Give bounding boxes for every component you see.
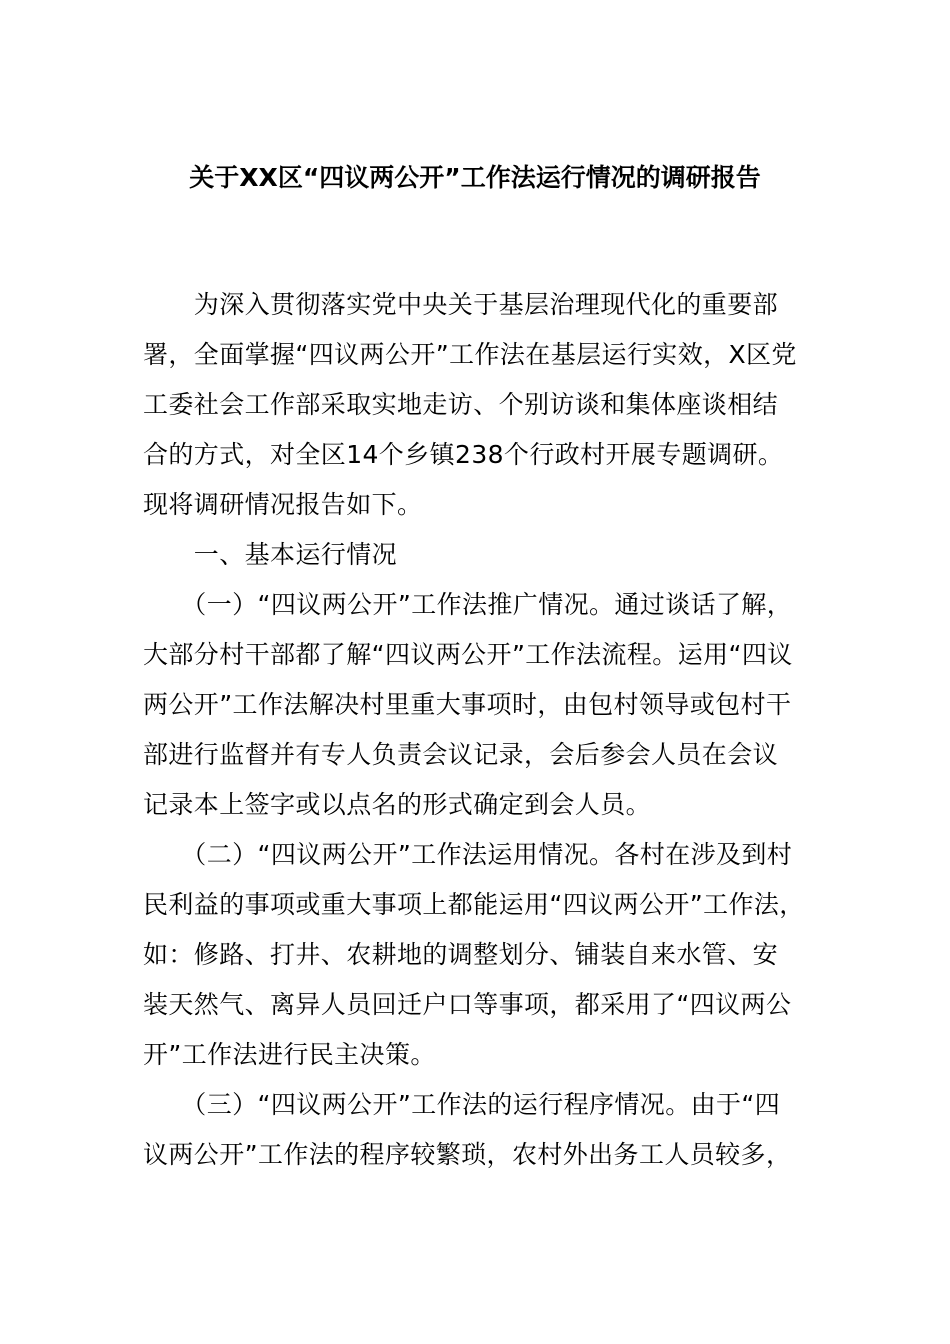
- text-line: 现将调研情况报告如下。: [143, 490, 423, 519]
- text-line: 议两公开”工作法的程序较繁琐，农村外出务工人员较多，: [143, 1140, 792, 1169]
- text-line: 署，全面掌握“四议两公开”工作法在基层运行实效，X区党: [143, 340, 797, 369]
- text-line: 工委社会工作部采取实地走访、个别访谈和集体座谈相结: [143, 390, 779, 419]
- text-line: 民利益的事项或重大事项上都能运用“四议两公开”工作法，: [143, 890, 805, 919]
- text-line: （二）“四议两公开”工作法运用情况。各村在涉及到村: [143, 840, 793, 869]
- body-text: [143, 280, 833, 1180]
- text-line: 合的方式，对全区14个乡镇238个行政村开展专题调研。: [143, 440, 784, 469]
- section-heading: 一、基本运行情况: [143, 540, 398, 569]
- text-line: 大部分村干部都了解“四议两公开”工作法流程。运用“四议: [143, 640, 793, 669]
- text-line: （一）“四议两公开”工作法推广情况。通过谈话了解，: [143, 590, 793, 619]
- text-line: 如：修路、打井、农耕地的调整划分、铺装自来水管、安: [143, 940, 779, 969]
- text-line: 开”工作法进行民主决策。: [143, 1040, 436, 1069]
- text-line: 两公开”工作法解决村里重大事项时，由包村领导或包村干: [143, 690, 792, 719]
- text-line: 记录本上签字或以点名的形式确定到会人员。: [143, 790, 652, 819]
- text-line: （三）“四议两公开”工作法的运行程序情况。由于“四: [143, 1090, 781, 1119]
- text-line: 装天然气、离异人员回迁户口等事项，都采用了“四议两公: [143, 990, 792, 1019]
- text-line: 部进行监督并有专人负责会议记录，会后参会人员在会议: [143, 740, 779, 769]
- page-title: 关于XX区“四议两公开”工作法运行情况的调研报告: [189, 163, 761, 192]
- text-line: 为深入贯彻落实党中央关于基层治理现代化的重要部: [143, 290, 779, 319]
